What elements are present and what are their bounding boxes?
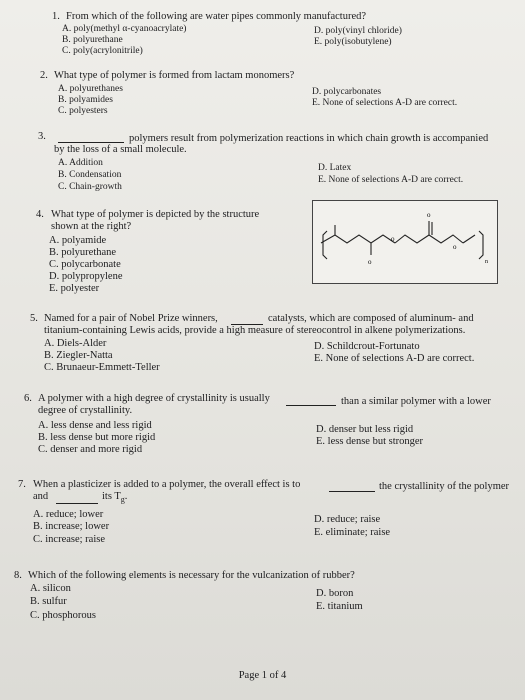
q5-text-after: catalysts, which are composed of aluminum- and bbox=[268, 313, 474, 324]
q5-number: 5. bbox=[30, 313, 38, 324]
q4-text-line2: shown at the right? bbox=[51, 221, 132, 232]
polymer-structure-svg bbox=[313, 201, 497, 283]
structure-repeat-n: n bbox=[485, 259, 488, 265]
q7-line2-its-t: its T bbox=[102, 491, 121, 502]
q3-answer-blank bbox=[58, 133, 124, 143]
q5-option-c: C. Brunaeur-Emmett-Teller bbox=[44, 362, 160, 373]
q4-option-d: D. polypropylene bbox=[49, 271, 123, 282]
q5-option-e: E. None of selections A-D are correct. bbox=[314, 353, 475, 364]
q6-option-d: D. denser but less rigid bbox=[316, 424, 414, 435]
q8-option-e: E. titanium bbox=[316, 601, 363, 612]
q2-option-a: A. polyurethanes bbox=[58, 84, 123, 94]
q8-option-b: B. sulfur bbox=[30, 596, 67, 607]
q7-option-e: E. eliminate; raise bbox=[314, 527, 391, 538]
q4-option-a: A. polyamide bbox=[49, 235, 107, 246]
q5-answer-blank bbox=[231, 315, 263, 325]
q3-option-d: D. Latex bbox=[318, 163, 352, 173]
q7-line2-and: and bbox=[33, 491, 49, 502]
q4-text-line1: What type of polymer is depicted by the structure bbox=[51, 209, 260, 220]
q3-text-line2: by the loss of a small molecule. bbox=[54, 144, 187, 155]
q6-option-b: B. less dense but more rigid bbox=[38, 432, 156, 443]
q6-number: 6. bbox=[24, 393, 32, 404]
q5-option-d: D. Schildcrout-Fortunato bbox=[314, 341, 420, 352]
q6-text-after: than a similar polymer with a lower bbox=[341, 396, 491, 407]
q1-option-a: A. poly(methyl α-cyanoacrylate) bbox=[62, 24, 187, 34]
q5-option-a: A. Diels-Alder bbox=[44, 338, 107, 349]
q8-number: 8. bbox=[14, 570, 22, 581]
structure-carbonyl-oxygen: o bbox=[427, 211, 431, 219]
q1-option-b: B. polyurethane bbox=[62, 35, 123, 45]
q8-option-a: A. silicon bbox=[30, 583, 71, 594]
q2-option-c: C. polyesters bbox=[58, 106, 108, 116]
q1-option-c: C. poly(acrylonitrile) bbox=[62, 46, 143, 56]
q8-text: Which of the following elements is necessary for the vulcanization of rubber? bbox=[28, 570, 355, 581]
q5-text-line2: titanium-containing Lewis acids, provide a high measure of stereocontrol in alkene polymerizations. bbox=[44, 325, 466, 336]
q6-text-before: A polymer with a high degree of crystallinity is usually bbox=[38, 393, 270, 404]
q7-line2-tg bbox=[102, 491, 127, 506]
q6-option-e: E. less dense but stronger bbox=[316, 436, 424, 447]
q5-text-before: Named for a pair of Nobel Prize winners, bbox=[44, 313, 218, 324]
page-number-footer: Page 1 of 4 bbox=[238, 670, 287, 681]
q1-number: 1. bbox=[52, 11, 60, 22]
q7-text-before: When a plasticizer is added to a polymer, the overall effect is to bbox=[33, 479, 301, 490]
q3-option-b: B. Condensation bbox=[58, 170, 122, 180]
q5-option-b: B. Ziegler-Natta bbox=[44, 350, 113, 361]
q7-number: 7. bbox=[18, 479, 26, 490]
q4-option-b: B. polyurethane bbox=[49, 247, 117, 258]
structure-ring-oxygen: o bbox=[391, 235, 395, 243]
q7-line2-subscript: g bbox=[120, 495, 125, 505]
q1-text: From which of the following are water pipes commonly manufactured? bbox=[66, 11, 367, 22]
q3-option-e: E. None of selections A-D are correct. bbox=[318, 175, 464, 185]
q2-option-e: E. None of selections A-D are correct. bbox=[312, 98, 458, 108]
q7-option-a: A. reduce; lower bbox=[33, 509, 104, 520]
q7-line2-period: . bbox=[124, 491, 128, 502]
q6-option-c: C. denser and more rigid bbox=[38, 444, 143, 455]
q7-answer-blank-1 bbox=[329, 482, 375, 492]
q8-option-d: D. boron bbox=[316, 588, 354, 599]
q3-number: 3. bbox=[38, 131, 46, 142]
q4-number: 4. bbox=[36, 209, 44, 220]
q4-option-c: C. polycarbonate bbox=[49, 259, 121, 270]
q3-option-a: A. Addition bbox=[58, 158, 103, 168]
q8-option-c: C. phosphorous bbox=[30, 610, 96, 621]
q7-answer-blank-2 bbox=[56, 494, 98, 504]
q6-answer-blank bbox=[286, 396, 336, 406]
structure-ester-oxygen: o bbox=[453, 243, 457, 251]
q2-option-b: B. polyamides bbox=[58, 95, 113, 105]
q1-option-e: E. poly(isobutylene) bbox=[314, 37, 392, 47]
q7-text-after: the crystallinity of the polymer bbox=[379, 481, 510, 492]
q7-option-b: B. increase; lower bbox=[33, 521, 110, 532]
q2-number: 2. bbox=[40, 70, 48, 81]
q6-option-a: A. less dense and less rigid bbox=[38, 420, 152, 431]
q4-option-e: E. polyester bbox=[49, 283, 100, 294]
q2-text: What type of polymer is formed from lactam monomers? bbox=[54, 70, 295, 81]
q7-option-d: D. reduce; raise bbox=[314, 514, 381, 525]
q1-option-d: D. poly(vinyl chloride) bbox=[314, 26, 402, 36]
q3-option-c: C. Chain-growth bbox=[58, 182, 122, 192]
q2-option-d: D. polycarbonates bbox=[312, 87, 382, 97]
polymer-structure-diagram bbox=[312, 200, 498, 284]
structure-bottom-oxygen: o bbox=[368, 258, 372, 266]
q6-text-line2: degree of crystallinity. bbox=[38, 405, 133, 416]
q3-text: polymers result from polymerization reactions in which chain growth is accompanied bbox=[129, 133, 489, 144]
q7-option-c: C. increase; raise bbox=[33, 534, 106, 545]
